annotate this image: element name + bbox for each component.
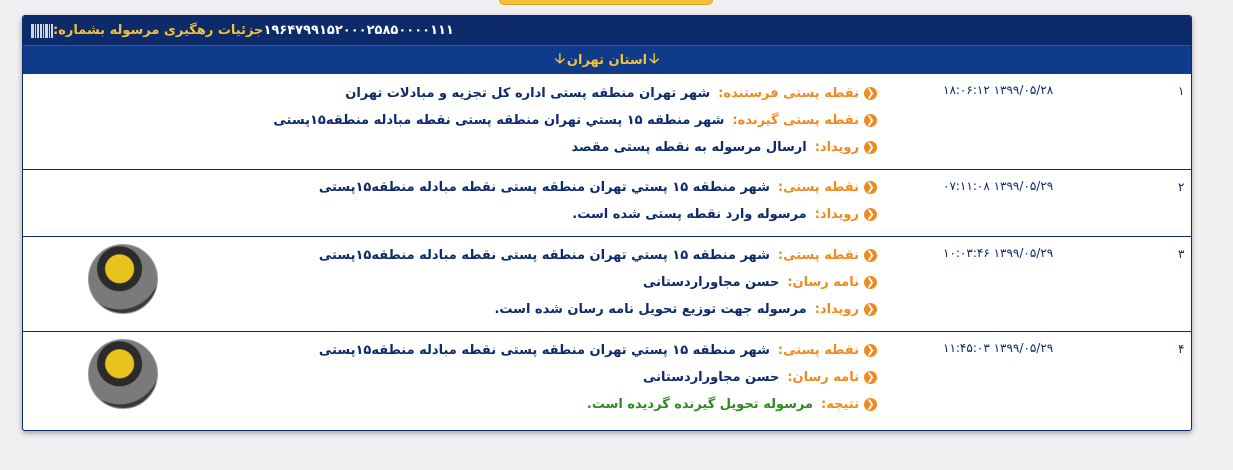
row-details bbox=[319, 174, 877, 228]
table-row bbox=[23, 237, 1191, 332]
province-toggle[interactable] bbox=[23, 45, 1191, 74]
arrow-circle-icon: ❮ bbox=[864, 276, 877, 289]
province-label: استان تهران bbox=[566, 52, 648, 68]
detail-value: مرسوله وارد نقطه پستی شده است. bbox=[572, 207, 807, 222]
arrow-circle-icon: ❮ bbox=[864, 114, 877, 127]
arrow-circle-icon: ❮ bbox=[864, 141, 877, 154]
top-tab[interactable] bbox=[499, 0, 713, 5]
detail-label: نقطه پستی: bbox=[777, 248, 859, 263]
detail-value: ارسال مرسوله به نقطه پستی مقصد bbox=[571, 140, 807, 155]
avatar[interactable] bbox=[88, 339, 158, 409]
arrow-circle-icon: ❮ bbox=[864, 181, 877, 194]
detail-label: نقطه پستی فرستنده: bbox=[718, 86, 859, 101]
row-date: ۱۱:۴۵:۰۳ ۱۳۹۹/۰۵/۲۹ bbox=[943, 341, 1054, 355]
row-details bbox=[273, 80, 877, 161]
detail-value: شهر منطقه ۱۵ پستي تهران منطقه پستی نقطه مبادله منطقه۱۵پستی bbox=[318, 248, 770, 263]
detail-label: رویداد: bbox=[814, 140, 859, 155]
panel-header bbox=[23, 16, 1191, 45]
arrow-circle-icon: ❮ bbox=[864, 303, 877, 316]
detail-line bbox=[319, 337, 877, 364]
tracking-number: ۱۹۶۴۷۹۹۱۵۲۰۰۰۲۵۸۵۰۰۰۰۱۱۱ bbox=[263, 23, 454, 38]
detail-line bbox=[319, 364, 877, 391]
header-title: جزئیات رهگیری مرسوله بشماره: bbox=[53, 23, 264, 38]
detail-label: نامه رسان: bbox=[787, 275, 859, 290]
table-row bbox=[23, 74, 1191, 170]
detail-label: رویداد: bbox=[814, 302, 859, 317]
detail-label: نامه رسان: bbox=[787, 370, 859, 385]
table-row bbox=[23, 332, 1191, 431]
detail-value: شهر تهران منطقه پستی اداره کل تجزیه و مبادلات تهران bbox=[345, 86, 711, 101]
table-row bbox=[23, 170, 1191, 237]
tracking-rows bbox=[23, 74, 1191, 431]
tracking-panel bbox=[22, 15, 1192, 431]
detail-value: حسن مجاوراردستانی bbox=[643, 275, 780, 290]
detail-line bbox=[319, 391, 877, 418]
detail-value: شهر منطقه ۱۵ پستي تهران منطقه پستی نقطه مبادله منطقه۱۵پستی bbox=[273, 113, 725, 128]
row-details bbox=[319, 242, 877, 323]
arrow-down-icon: 🡣 bbox=[554, 51, 565, 67]
arrow-circle-icon: ❮ bbox=[864, 87, 877, 100]
detail-line bbox=[319, 201, 877, 228]
detail-label: نقطه پستی گیرنده: bbox=[732, 113, 859, 128]
detail-label: نقطه پستی: bbox=[777, 180, 859, 195]
row-number: ۳ bbox=[1178, 247, 1185, 261]
arrow-circle-icon: ❮ bbox=[864, 344, 877, 357]
detail-line bbox=[319, 174, 877, 201]
row-number: ۴ bbox=[1178, 342, 1185, 356]
row-date: ۱۸:۰۶:۱۲ ۱۳۹۹/۰۵/۲۸ bbox=[943, 83, 1054, 97]
detail-line bbox=[319, 269, 877, 296]
arrow-circle-icon: ❮ bbox=[864, 371, 877, 384]
detail-label: نقطه پستی: bbox=[777, 343, 859, 358]
detail-value: شهر منطقه ۱۵ پستي تهران منطقه پستی نقطه مبادله منطقه۱۵پستی bbox=[318, 343, 770, 358]
detail-line bbox=[319, 242, 877, 269]
row-number: ۲ bbox=[1178, 180, 1185, 194]
arrow-circle-icon: ❮ bbox=[864, 208, 877, 221]
detail-line bbox=[319, 296, 877, 323]
detail-label: رویداد: bbox=[814, 207, 859, 222]
detail-label: نتیجه: bbox=[821, 397, 859, 412]
detail-value: شهر منطقه ۱۵ پستي تهران منطقه پستی نقطه مبادله منطقه۱۵پستی bbox=[318, 180, 770, 195]
arrow-down-icon: 🡣 bbox=[649, 51, 660, 67]
detail-line bbox=[273, 107, 877, 134]
avatar[interactable] bbox=[88, 244, 158, 314]
row-number: ۱ bbox=[1178, 84, 1185, 98]
detail-value: مرسوله تحویل گیرنده گردیده است. bbox=[586, 397, 814, 412]
row-details bbox=[319, 337, 877, 418]
detail-line bbox=[273, 134, 877, 161]
detail-value: مرسوله جهت توزیع تحویل نامه رسان شده است. bbox=[494, 302, 807, 317]
detail-line bbox=[273, 80, 877, 107]
row-date: ۰۷:۱۱:۰۸ ۱۳۹۹/۰۵/۲۹ bbox=[943, 179, 1054, 193]
arrow-circle-icon: ❮ bbox=[864, 249, 877, 262]
row-date: ۱۰:۰۳:۴۶ ۱۳۹۹/۰۵/۲۹ bbox=[943, 246, 1054, 260]
detail-value: حسن مجاوراردستانی bbox=[643, 370, 780, 385]
barcode-icon bbox=[31, 24, 53, 38]
arrow-circle-icon: ❮ bbox=[864, 398, 877, 411]
